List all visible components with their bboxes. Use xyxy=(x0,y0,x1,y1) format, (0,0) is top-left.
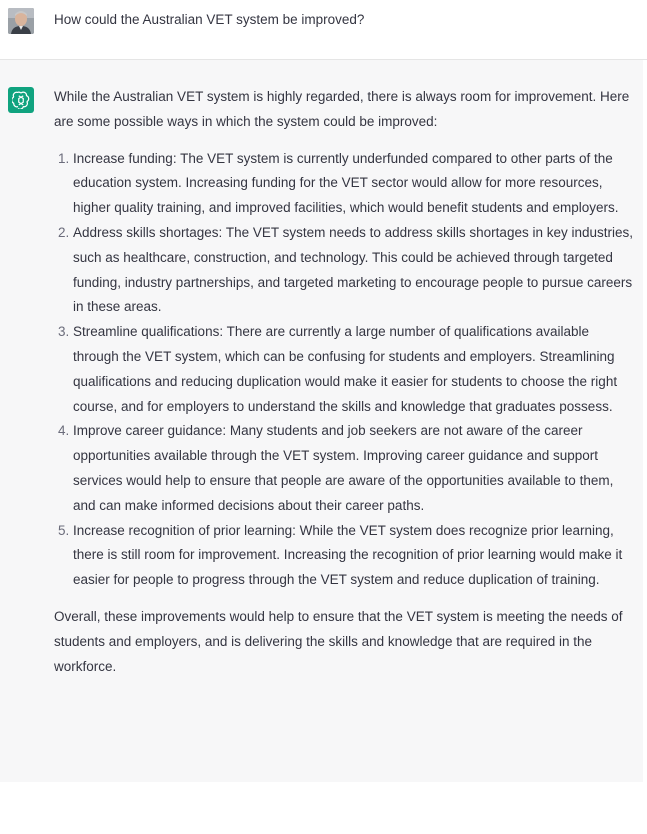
list-item: 3. Streamline qualifications: There are currently a large number of qualifications available through the VET system, which can be confusing for students and employers. Streamlining qualifications and reducing duplication would make it easier for students to choose the right course, and for employers to understand the skills and knowledge that graduates possess. xyxy=(73,320,634,419)
user-photo-avatar-icon xyxy=(8,8,34,34)
list-item: 2. Address skills shortages: The VET system needs to address skills shortages in key industries, such as healthcare, construction, and technology. This could be achieved through targeted funding, industry partnerships, and targeted marketing to encourage people to pursue careers in these areas. xyxy=(73,221,634,320)
user-message-text: How could the Australian VET system be improved? xyxy=(54,12,365,27)
assistant-avatar xyxy=(8,87,34,113)
list-item: 4. Improve career guidance: Many students and job seekers are not aware of the career opportunities available through the VET system. Improving career guidance and support services would help to ensure that people are aware of the opportunities available to them, and can make informed decisions about their career paths. xyxy=(73,419,634,518)
answer-conclusion: Overall, these improvements would help to ensure that the VET system is meeting the needs of students and employers, and is delivering the skills and knowledge that are required in the workforce. xyxy=(54,608,623,674)
answer-intro: While the Australian VET system is highly regarded, there is always room for improvement. Here are some possible ways in which the system could be improved: xyxy=(54,89,630,129)
assistant-message-row xyxy=(0,60,643,782)
improvement-list xyxy=(54,147,634,593)
openai-logo-icon xyxy=(12,91,30,109)
user-avatar xyxy=(8,8,34,34)
list-item: 5. Increase recognition of prior learning: While the VET system does recognize prior learning, there is still room for improvement. Increasing the recognition of prior learning would make it easier for people to progress through the VET system and reduce duplication of training. xyxy=(73,519,634,593)
user-message-row xyxy=(0,0,647,60)
assistant-message-text xyxy=(54,85,634,679)
list-item: 1. Increase funding: The VET system is currently underfunded compared to other parts of the education system. Increasing funding for the VET sector would allow for more resources, higher quality training, and improved facilities, which would benefit students and employers. xyxy=(73,147,634,221)
